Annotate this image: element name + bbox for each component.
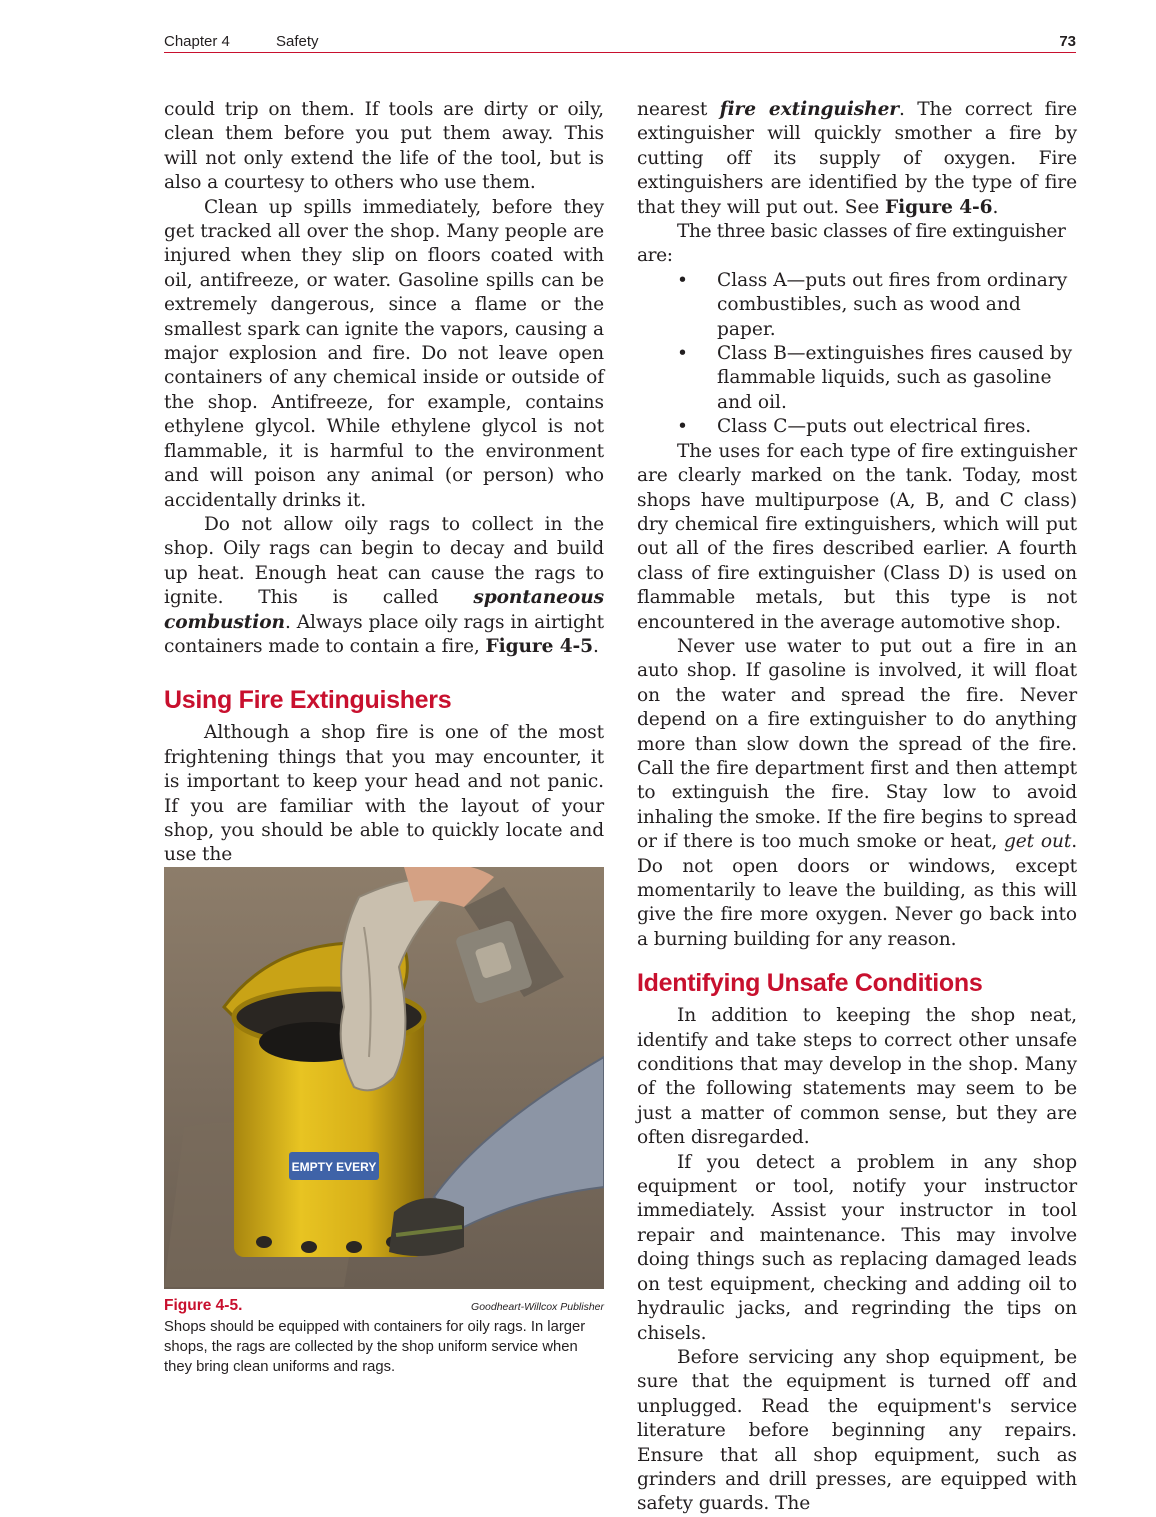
- list-item-text: Class B—extinguishes fires caused by flammable liquids, such as gasoline and oil.: [717, 343, 1073, 413]
- list-item: [677, 415, 1077, 439]
- key-term: spontaneous combustion: [164, 587, 604, 633]
- bullet-icon: •: [677, 343, 688, 365]
- running-header: [164, 30, 1076, 53]
- paragraph: Although a shop fire is one of the most frightening things that you may encounter, it is important to keep your head and not panic. If you are familiar with the layout of your shop, you should be able to quickly locate and use the: [164, 722, 604, 866]
- paragraph: Before servicing any shop equipment, be sure that the equipment is turned off and unplugged. Read the equipment's service literature before beginning any repairs. Ensure that all shop equipment, such as grinders and drill presses, are equipped with safety guards. The: [637, 1346, 1077, 1515]
- list-item-text: Class A—puts out fires from ordinary combustibles, such as wood and paper.: [717, 269, 1068, 340]
- paragraph: If you detect a problem in any shop equipment or tool, notify your instructor immediately. Assist your instructor in tool repair and maintenance. This may involve doing things such as replacing damaged leads on test equipment, checking and adding oil to hydraulic jacks, and regrinding the tips on chisels.: [637, 1151, 1077, 1344]
- left-column: [164, 98, 604, 868]
- figure-number: Figure 4-5.: [164, 1297, 243, 1314]
- paragraph: [637, 98, 1077, 220]
- list-item: [677, 269, 1077, 342]
- paragraph: The uses for each type of fire extinguisher are clearly marked on the tank. Today, most shops have multipurpose (A, B, and C class) dry chemical fire extinguishers, which will put out all of the fires described earlier. A fourth class of fire extinguisher (Class D) is used on flammable metals, but this type is not encountered in the average automotive shop.: [637, 440, 1077, 633]
- list-item: [677, 342, 1077, 415]
- text-run: . Do not open doors or windows, except momentarily to leave the building, as this will give the fire more oxygen. Never go back into a burning building for any reason.: [637, 831, 1078, 950]
- extinguisher-class-list: [637, 269, 1077, 440]
- bullet-icon: •: [677, 269, 688, 291]
- bullet-icon: •: [677, 416, 688, 438]
- text-run: . The correct fire extinguisher will quickly smother a fire by cutting off its supply of oxygen. Fire extinguishers are identified by the type of fire that they will put out. See: [637, 99, 1077, 218]
- figure-credit: Goodheart-Willcox Publisher: [471, 1301, 604, 1313]
- paragraph: could trip on them. If tools are dirty or oily, clean them before you put them away. This will not only extend the life of the tool, but is also a courtesy to others who use them.: [164, 99, 604, 194]
- figure-caption: Shops should be equipped with containers for oily rags. In larger shops, the rags are collected by the shop uniform service when they bring clean uniforms and rags.: [164, 1319, 586, 1375]
- text-run: Never use water to put out a fire in an auto shop. If gasoline is involved, it will float on the water and spread the fire. Never depend on a fire extinguisher to do anything more than slow down the spread of the fire. Call the fire department first and then attempt to extinguish the fire. Stay low to avoid inhaling the smoke. If the fire begins to spread or if there is too much smoke or heat,: [637, 635, 1077, 853]
- figure-caption-header: [164, 1297, 604, 1315]
- chapter-label: Chapter 4: [164, 33, 230, 50]
- photo-illustration: [164, 867, 604, 1289]
- text-run: nearest: [637, 99, 720, 120]
- text-run: .: [992, 196, 999, 218]
- text-run: Do not allow oily rags to collect in the shop. Oily rags can begin to decay and build up heat. Enough heat can cause the rags to ignite. This is called: [164, 513, 604, 609]
- text-run: .: [593, 635, 599, 657]
- section-label: Safety: [276, 33, 319, 50]
- paragraph: Clean up spills immediately, before they get tracked all over the shop. Many people are injured when they slip on floors coated with oil, antifreeze, or water. Gasoline spills can be extremely dangerous, since a flame or the smallest spark can ignite the vapors, causing a major explosion and fire. Do not leave open containers of any chemical inside or outside of the shop. Antifreeze, for example, contains ethylene glycol. While ethylene glycol is not flammable, it is harmful to the environment and will poison any animal (or person) who accidentally drinks it.: [164, 196, 604, 511]
- right-column: [637, 98, 1077, 1517]
- figure-4-5: [164, 867, 604, 1377]
- figure-reference: Figure 4-6: [885, 196, 993, 218]
- text-run: . Always place oily rags in airtight containers made to contain a fire,: [164, 611, 604, 657]
- section-heading-fire-extinguishers: Using Fire Extinguishers: [164, 686, 452, 715]
- paragraph: [637, 635, 1077, 952]
- can-label-text: EMPTY EVERY: [291, 1160, 377, 1174]
- paragraph: In addition to keeping the shop neat, identify and take steps to correct other unsafe conditions that may develop in the shop. Many of the following statements may seem to be just a matter of common sense, but they are often disregarded.: [637, 1005, 1077, 1149]
- page-number: 73: [1059, 33, 1076, 50]
- list-item-text: Class C—puts out electrical fires.: [717, 416, 1032, 438]
- paragraph: [164, 513, 604, 659]
- paragraph: The three basic classes of fire extinguisher are:: [637, 221, 1066, 267]
- section-heading-unsafe-conditions: Identifying Unsafe Conditions: [637, 969, 983, 998]
- figure-reference: Figure 4-5: [485, 635, 594, 657]
- emphasis: get out: [1003, 831, 1072, 853]
- key-term: fire extinguisher: [719, 99, 900, 120]
- oily-rag-container-photo: [164, 867, 604, 1289]
